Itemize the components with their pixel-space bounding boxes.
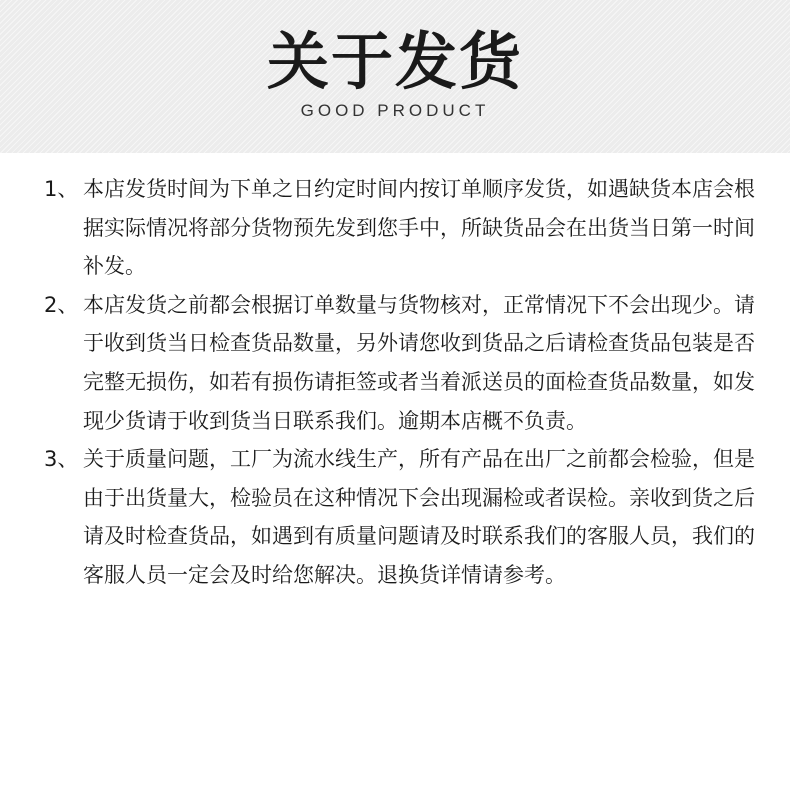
item-text: 关于质量问题，工厂为流水线生产，所有产品在出厂之前都会检验，但是由于出货量大，检验员在这种情况下会出现漏检或者误检。亲收到货之后请及时检查货品，如遇到有质量问题请及时联系我们的客服人员，我们的客服人员一定会及时给您解决。退换货详情请参考。 <box>83 447 755 587</box>
list-item <box>0 286 763 440</box>
item-number: 1、 <box>44 177 79 201</box>
header-banner <box>0 0 790 153</box>
shipping-notes-list <box>0 170 790 595</box>
list-item <box>0 440 763 594</box>
item-text: 本店发货时间为下单之日约定时间内按订单顺序发货，如遇缺货本店会根据实际情况将部分货物预先发到您手中，所缺货品会在出货当日第一时间补发。 <box>83 177 755 279</box>
item-text: 本店发货之前都会根据订单数量与货物核对，正常情况下不会出现少。请于收到货当日检查货品数量，另外请您收到货品之后请检查货品包装是否完整无损伤，如若有损伤请拒签或者当着派送员的面检查货品数量，如发现少货请于收到货当日联系我们。逾期本店概不负责。 <box>83 292 755 433</box>
page-subtitle: GOOD PRODUCT <box>300 101 490 120</box>
item-number: 3、 <box>44 447 79 472</box>
item-number: 2、 <box>44 292 79 317</box>
page-title: 关于发货 <box>266 25 523 98</box>
list-item <box>0 170 763 286</box>
